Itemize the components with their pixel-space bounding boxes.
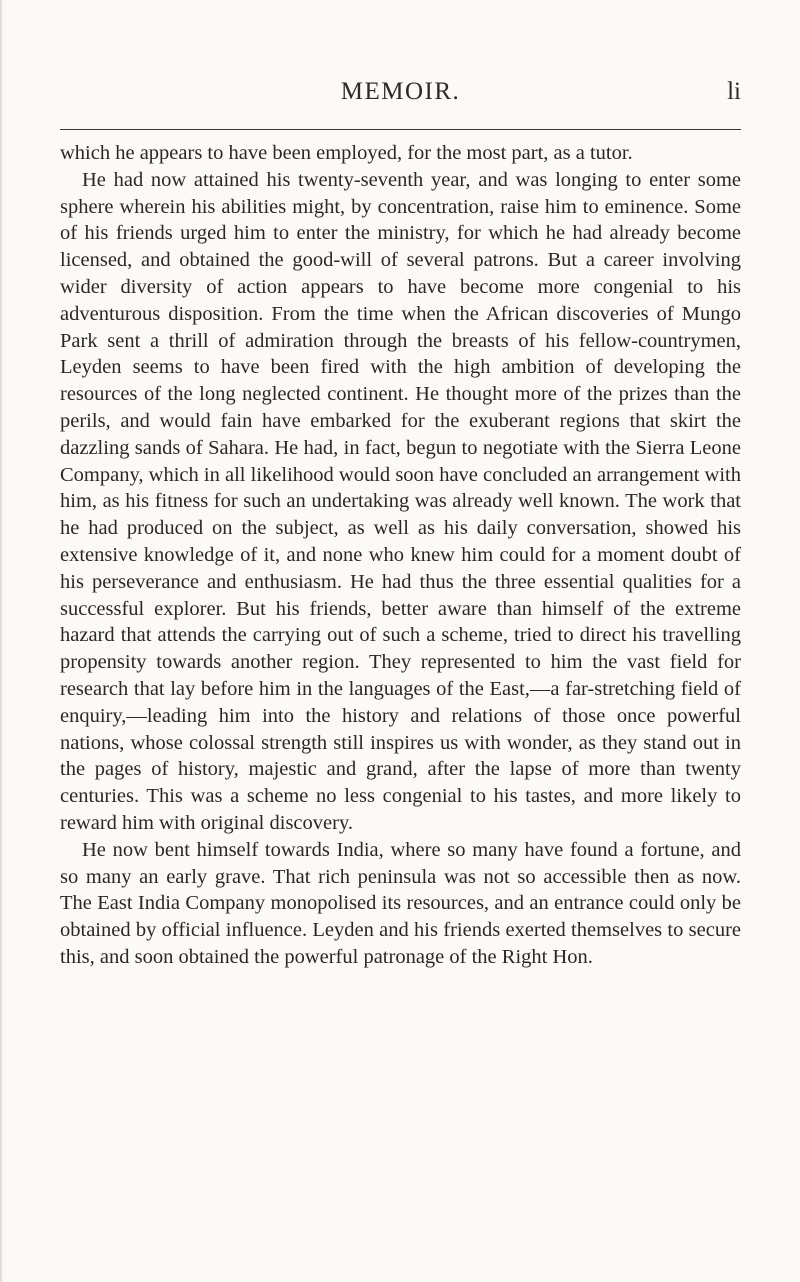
header-rule <box>60 129 741 130</box>
page-number: li <box>727 78 741 105</box>
paragraph-continued: which he appears to have been employed, for the most part, as a tutor. <box>60 142 633 164</box>
running-head <box>60 74 741 114</box>
paragraph: He had now attained his twenty-seventh year, and was longing to enter some sphere wherein his abilities might, by concentration, raise him to eminence. Some of his friends urged him to enter the ministry, for which he had already become licensed, and obtained the good-will of several patrons. But a career involving wider diversity of action appears to have become more congenial to his adventurous disposition. From the time when the African discoveries of Mungo Park sent a thrill of admiration through the breasts of his fellow-countrymen, Leyden seems to have been fired with the high ambition of developing the resources of the long neglected continent. He thought more of the prizes than the perils, and would fain have embarked for the exuberant regions that skirt the dazzling sands of Sahara. He had, in fact, begun to negotiate with the Sierra Leone Company, which in all likelihood would soon have concluded an arrangement with him, as his fitness for such an undertaking was already well known. The work that he had produced on the subject, as well as his daily conversation, showed his extensive knowledge of it, and none who knew him could for a moment doubt of his perseverance and enthusiasm. He had thus the three essential qualities for a successful explorer. But his friends, better aware than himself of the extreme hazard that attends the carrying out of such a scheme, tried to direct his travelling propensity towards another region. They represented to him the vast field for research that lay before him in the languages of the East,—a far-stretching field of enquiry,—leading him into the history and relations of those once powerful nations, whose colossal strength still inspires us with wonder, as they stand out in the pages of history, majestic and grand, after the lapse of more than twenty centuries. This was a scheme no less congenial to his tastes, and more likely to reward him with original discovery. <box>60 168 741 834</box>
running-title: MEMOIR. <box>340 78 461 105</box>
page-edge-shadow <box>0 0 3 1282</box>
paragraph: He now bent himself towards India, where so many have found a fortune, and so many an early grave. That rich peninsula was not so accessible then as now. The East India Company monopolised its resources, and an entrance could only be obtained by official influence. Leyden and his friends exerted themselves to secure this, and soon obtained the powerful patronage of the Right Hon. <box>60 838 741 968</box>
body-text <box>60 140 741 971</box>
